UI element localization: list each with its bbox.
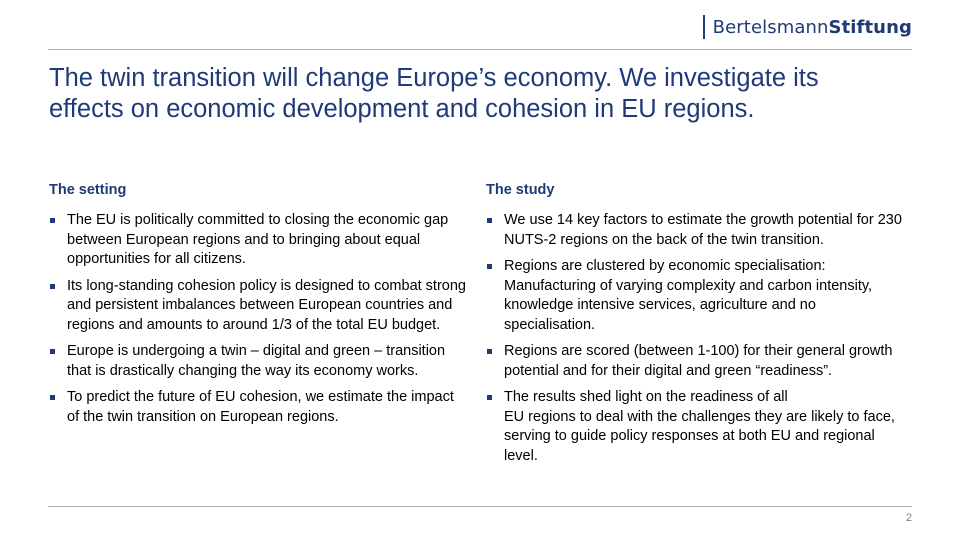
square-bullet-icon	[487, 395, 492, 400]
bullet-text: We use 14 key factors to estimate the growth potential for 230 NUTS-2 regions on the back of the twin transition.	[504, 212, 902, 248]
square-bullet-icon	[487, 264, 492, 269]
square-bullet-icon	[50, 218, 55, 223]
bertelsmann-stiftung-logo	[703, 14, 912, 40]
bullet-item	[486, 388, 911, 466]
bottom-divider	[48, 506, 912, 507]
logo-bar	[703, 15, 705, 39]
logo-text-bold: Stiftung	[828, 16, 912, 38]
square-bullet-icon	[50, 284, 55, 289]
study-heading: The study	[486, 182, 555, 198]
bullet-item	[486, 342, 911, 381]
setting-bullet-list	[49, 211, 469, 427]
top-divider	[48, 49, 912, 50]
setting-heading: The setting	[49, 182, 127, 198]
logo-text-regular: Bertelsmann	[712, 16, 829, 38]
bullet-text: The EU is politically committed to closing the economic gap between European regions and to bringing about equal opportunities for all citizens.	[67, 212, 449, 267]
bullet-item	[49, 342, 469, 381]
study-bullet-list	[486, 211, 911, 466]
square-bullet-icon	[487, 218, 492, 223]
bullet-text: Europe is undergoing a twin – digital and green – transition that is drastically changing the way its economy works.	[67, 343, 446, 379]
bullet-text: To predict the future of EU cohesion, we estimate the impact of the twin transition on European regions.	[67, 389, 454, 425]
page-number: 2	[905, 512, 912, 524]
bullet-item	[49, 388, 469, 427]
setting-column	[49, 181, 469, 434]
bullet-item	[49, 277, 469, 336]
bullet-text: Regions are scored (between 1-100) for their general growth potential and for their digital and green “readiness”.	[504, 343, 893, 379]
square-bullet-icon	[50, 395, 55, 400]
slide-title: The twin transition will change Europe’s economy. We investigate its effects on economic development and cohesion in EU regions.	[49, 64, 819, 123]
bullet-item	[486, 211, 911, 250]
bullet-text: Its long-standing cohesion policy is designed to combat strong and persistent imbalances between European countries and regions and amounts to around 1/3 of the total EU budget.	[67, 277, 466, 333]
bullet-item	[49, 211, 469, 270]
logo-text	[713, 17, 912, 38]
bullet-text: Regions are clustered by economic specialisation: Manufacturing of varying complexity and carbon intensity, knowledge intensive services, agriculture and no specialisation.	[504, 258, 873, 333]
square-bullet-icon	[487, 349, 492, 354]
bullet-item	[486, 257, 911, 335]
square-bullet-icon	[50, 349, 55, 354]
study-column	[486, 181, 911, 473]
bullet-text: The results shed light on the readiness of all EU regions to deal with the challenges they are likely to face, serving to guide policy responses at both EU and regional level.	[504, 389, 895, 464]
